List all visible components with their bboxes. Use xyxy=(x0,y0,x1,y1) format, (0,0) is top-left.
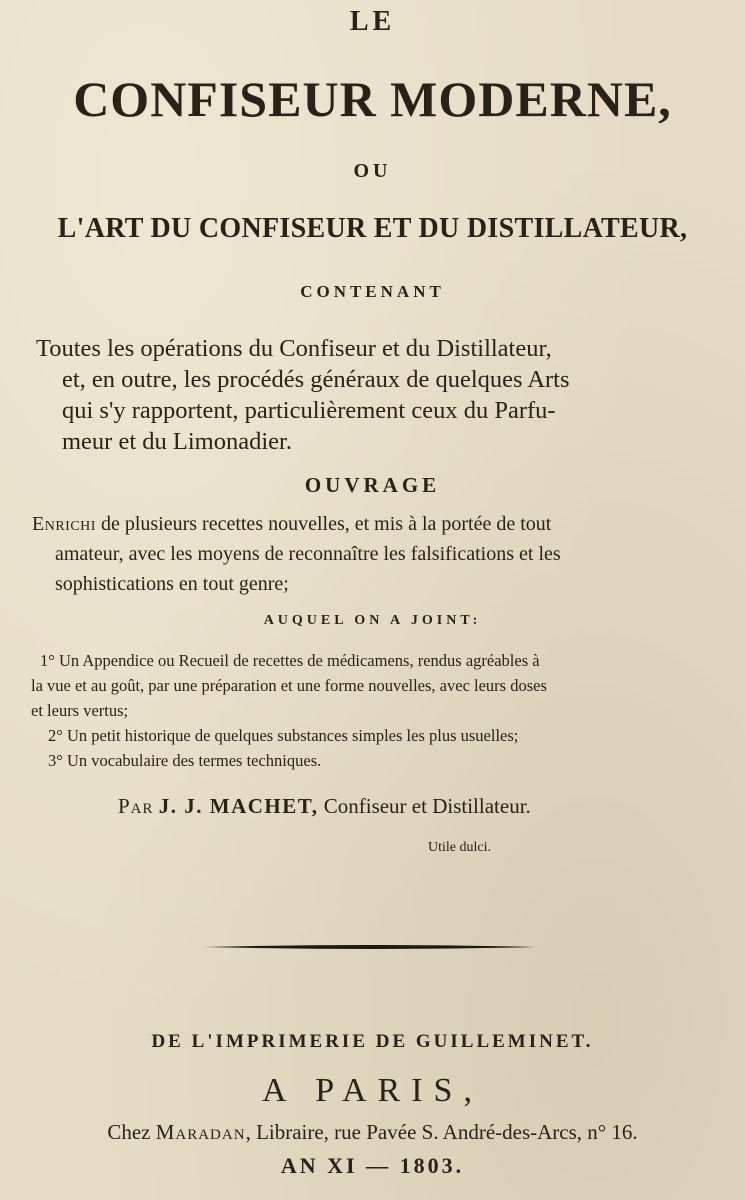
annex-line-1: 1° Un Appendice ou Recueil de recettes de médicamens, rendus agréables à xyxy=(40,651,540,670)
city-line: A PARIS, xyxy=(262,1072,483,1109)
article-le: LE xyxy=(349,6,396,37)
ouvrage-line-1 xyxy=(32,509,551,539)
annex-line-2: la vue et au goût, par une préparation et une forme nouvelles, avec leurs doses xyxy=(31,676,547,695)
printer-line: DE L'IMPRIMERIE DE GUILLEMINET. xyxy=(151,1031,594,1052)
author-name: J. J. MACHET, xyxy=(158,794,319,818)
ouvrage-label: OUVRAGE xyxy=(304,473,441,497)
ouvrage-line-2: amateur, avec les moyens de reconnaître les falsifications et les xyxy=(55,543,561,565)
contenant-label: CONTENANT xyxy=(300,282,445,301)
publisher-name: Maradan xyxy=(155,1120,246,1144)
author-line xyxy=(118,794,531,819)
author-par: Par xyxy=(118,794,154,818)
description-line-3: qui s'y rapportent, particulièrement ceux du Parfu- xyxy=(62,397,556,424)
publisher-address: , Libraire, rue Pavée S. André-des-Arcs, n° 16. xyxy=(245,1120,638,1144)
ouvrage-line-1-rest: de plusieurs recettes nouvelles, et mis à la portée de tout xyxy=(95,513,552,535)
motto: Utile dulci. xyxy=(428,840,491,855)
conjunction-ou: OU xyxy=(353,160,392,182)
description-line-4: meur et du Limonadier. xyxy=(62,428,292,455)
annex-line-5: 3° Un vocabulaire des termes techniques. xyxy=(48,751,322,770)
publication-date: AN XI — 1803. xyxy=(280,1153,465,1178)
ouvrage-first-word: Enrichi xyxy=(32,513,96,535)
ornamental-rule xyxy=(205,944,535,950)
book-subtitle: L'ART DU CONFISEUR ET DU DISTILLATEUR, xyxy=(57,213,688,244)
ouvrage-line-3: sophistications en tout genre; xyxy=(55,573,289,595)
description-line-2: et, en outre, les procédés généraux de quelques Arts xyxy=(62,366,570,393)
publisher-line xyxy=(0,1120,745,1145)
book-title: CONFISEUR MODERNE, xyxy=(73,71,672,127)
annex-label: AUQUEL ON A JOINT: xyxy=(263,613,482,628)
annex-line-4: 2° Un petit historique de quelques substances simples les plus usuelles; xyxy=(48,726,519,745)
publisher-chez: Chez xyxy=(107,1120,151,1144)
description-line-1: Toutes les opérations du Confiseur et du Distillateur, xyxy=(36,335,552,362)
author-role: Confiseur et Distillateur. xyxy=(323,794,531,818)
annex-line-3: et leurs vertus; xyxy=(31,701,129,720)
